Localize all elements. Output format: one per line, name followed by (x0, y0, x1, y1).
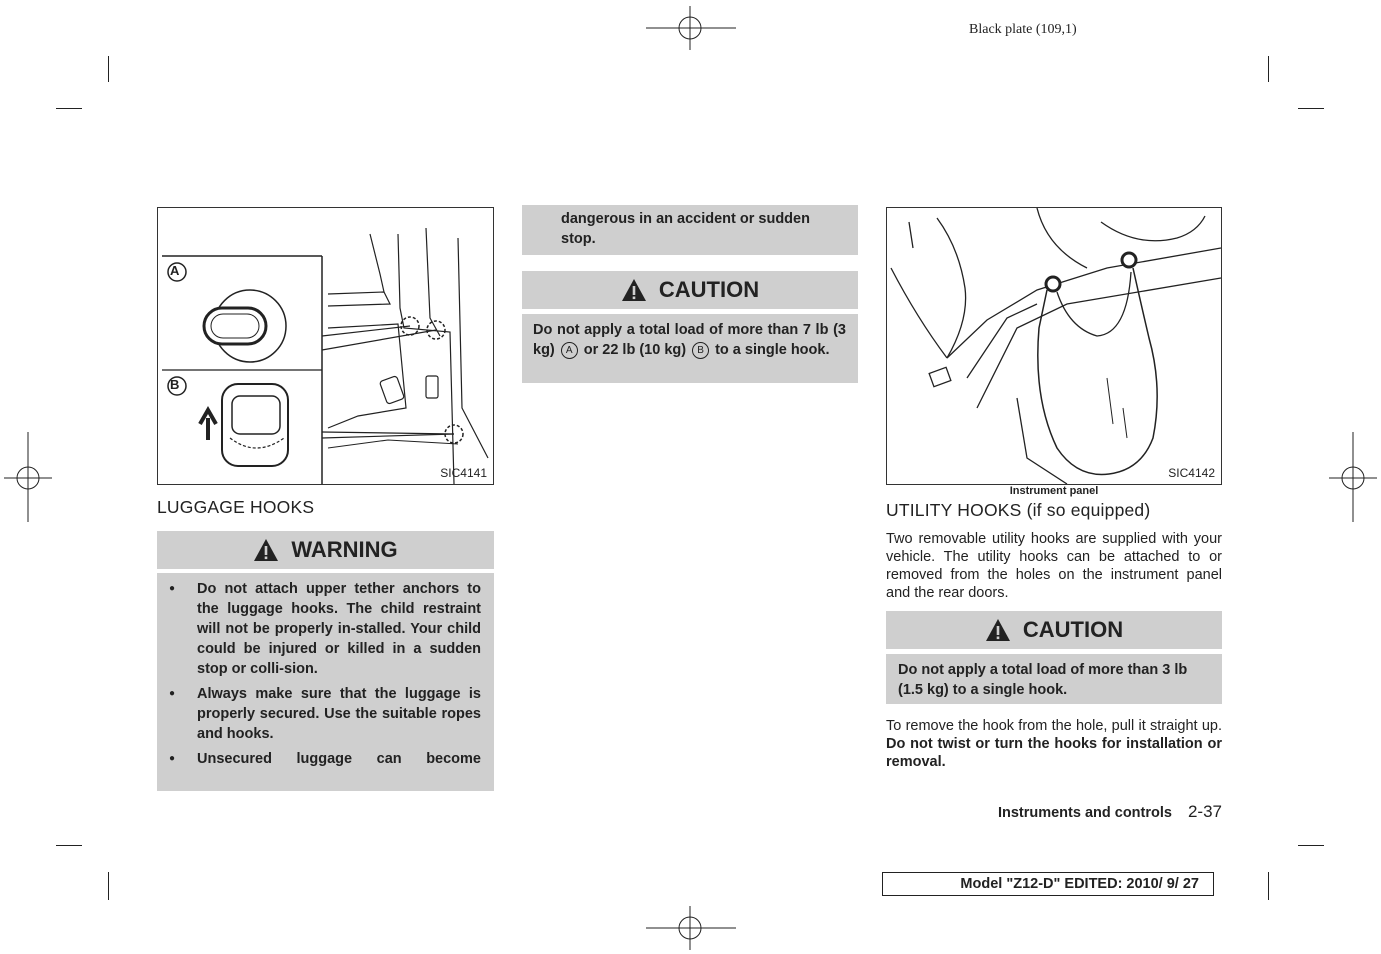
utility-intro: Two removable utility hooks are supplied with your vehicle. The utility hooks can be attached to or removed from the holes on the instrument panel and the rear doors. (886, 531, 1222, 601)
warning-body (157, 573, 494, 791)
utility-hook-figure (886, 207, 1222, 485)
crop-mark (1268, 56, 1269, 82)
crop-mark (56, 845, 82, 846)
registration-mark-bottom (646, 906, 736, 950)
warning-triangle-icon (621, 278, 647, 302)
registration-mark-left (4, 432, 52, 522)
figure-code: SIC4142 (1168, 466, 1215, 480)
luggage-hook-illustration (158, 208, 493, 484)
section-name: Instruments and controls (997, 805, 1172, 821)
utility-hooks-title: UTILITY HOOKS (886, 500, 1022, 520)
warning-triangle-icon (253, 538, 279, 562)
luggage-hook-figure (157, 207, 494, 485)
figure-caption: Instrument panel (1009, 485, 1099, 497)
caution-title: CAUTION (1022, 617, 1124, 642)
figure-code: SIC4141 (440, 466, 487, 480)
warning-item: ● Always make sure that the luggage is properly secured. Use the suitable ropes and hooks. (157, 684, 481, 744)
remove-text: To remove the hook from the hole, pull it straight up. (886, 718, 1222, 734)
crop-mark (56, 108, 82, 109)
page-number: 2-37 (1187, 802, 1222, 821)
crop-mark (1298, 845, 1324, 846)
crop-mark (1298, 108, 1324, 109)
caution-header (886, 611, 1222, 649)
caution-body (522, 314, 858, 383)
crop-mark (1268, 872, 1269, 900)
caution-header (522, 271, 858, 309)
plate-label: Black plate (109,1) (969, 22, 1077, 37)
warning-item: ● Unsecured luggage can become (157, 749, 481, 769)
caution-text: Do not apply a total load of more than 7 lb (3 kg) (533, 322, 846, 358)
registration-mark-top (646, 6, 736, 50)
caution-title: CAUTION (658, 277, 760, 302)
warning-continued: dangerous in an accident or sudden stop. (522, 205, 858, 255)
luggage-hooks-heading: LUGGAGE HOOKS (157, 497, 315, 517)
warning-header (157, 531, 494, 569)
circle-a-label: A (561, 342, 578, 359)
warning-item: ● Do not attach upper tether anchors to the luggage hooks. The child restraint will not be properly in-stalled. Your child could be injured or killed in a sudden stop or colli-sion. (157, 579, 481, 679)
remove-emphasis: Do not twist or turn the hooks for installation or removal. (886, 736, 1222, 770)
crop-mark (108, 56, 109, 82)
warning-list (157, 579, 481, 769)
warning-title: WARNING (291, 537, 398, 562)
utility-hooks-suffix: (if so equipped) (1026, 500, 1151, 520)
figure-label-b: B (170, 377, 180, 392)
remove-instructions (886, 717, 1222, 771)
utility-hooks-heading (886, 500, 1150, 521)
caution-text: to a single hook. (715, 342, 830, 358)
caution-body: Do not apply a total load of more than 3 lb (1.5 kg) to a single hook. (886, 654, 1222, 704)
circle-b-label: B (692, 342, 709, 359)
figure-label-a: A (170, 263, 180, 278)
utility-hook-illustration (887, 208, 1221, 484)
model-stamp: Model "Z12-D" EDITED: 2010/ 9/ 27 (882, 872, 1214, 896)
registration-mark-right (1329, 432, 1377, 522)
caution-text: or 22 lb (10 kg) (583, 342, 687, 358)
crop-mark (108, 872, 109, 900)
page-footer (998, 802, 1222, 822)
warning-triangle-icon (985, 618, 1011, 642)
